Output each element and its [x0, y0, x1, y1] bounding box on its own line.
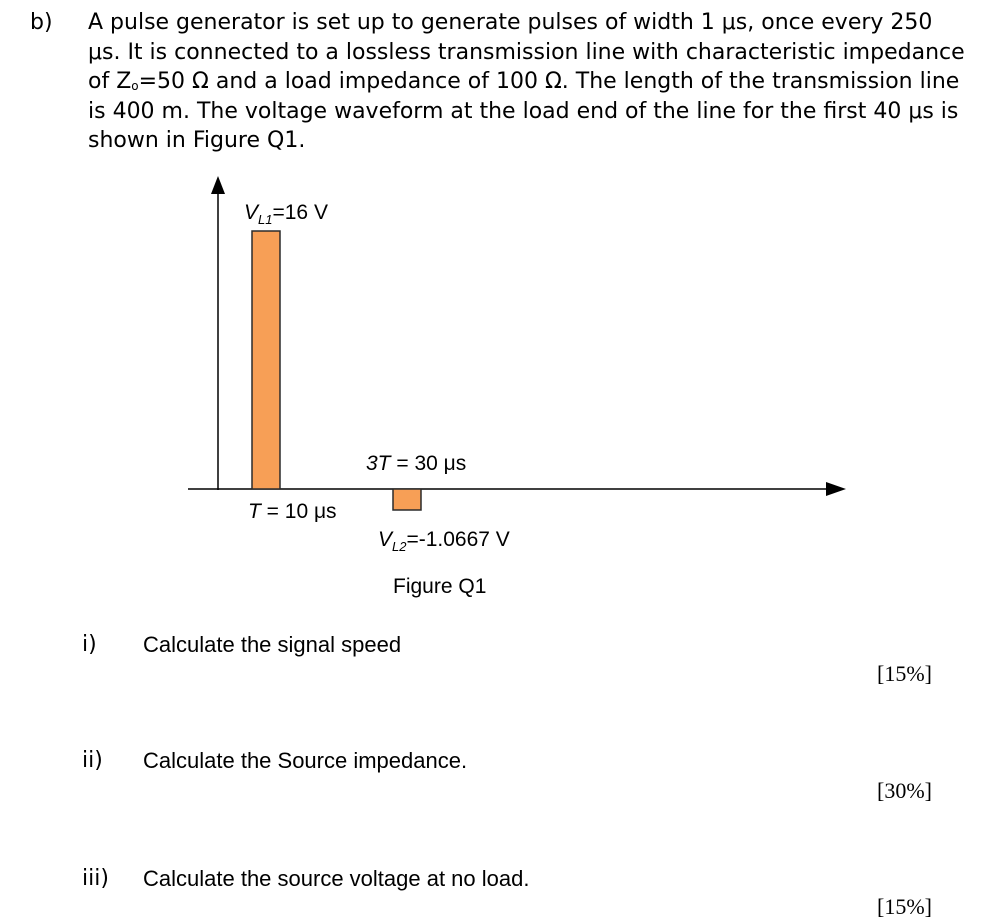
v-l1-rest: =16 V	[272, 201, 328, 224]
v-l2-main: V	[378, 528, 393, 551]
x-axis-arrow-icon	[826, 482, 846, 496]
question-2-number: ii)	[82, 748, 103, 773]
pulse-bar-1	[252, 231, 280, 489]
question-3-mark: [15%]	[877, 894, 932, 919]
pulse1-time-label	[248, 500, 337, 523]
question-2-text: Calculate the Source impedance.	[143, 748, 468, 773]
v-l2-sub: L2	[392, 539, 407, 554]
v-l1-main: V	[244, 201, 259, 224]
question-1-text: Calculate the signal speed	[143, 632, 402, 657]
v-l2-rest: =-1.0667 V	[406, 528, 510, 551]
question-3-text: Calculate the source voltage at no load.	[143, 866, 530, 891]
problem-text-2: =50 Ω and a load impedance of 100 Ω. The length of the transmission line is 400 m. The voltage waveform at the load end of the line for the first 40 μs is shown in Figure Q1.	[88, 69, 960, 153]
t-rest: = 10 μs	[260, 500, 337, 523]
question-1-number: i)	[82, 632, 97, 657]
v-l1-sub: L1	[258, 212, 273, 227]
y-axis-arrow-icon	[211, 176, 225, 194]
pulse2-voltage-label	[378, 528, 510, 554]
pulse2-time-label	[366, 452, 466, 475]
part-label: b)	[30, 10, 53, 35]
pulse-bar-2	[393, 489, 421, 510]
t-main: T	[248, 500, 261, 523]
pulse1-voltage-label	[244, 201, 328, 227]
3t-rest: = 30 μs	[390, 452, 467, 475]
question-2-mark: [30%]	[877, 778, 932, 803]
question-1-mark: [15%]	[877, 661, 932, 686]
3t-main: 3T	[366, 452, 391, 475]
problem-text-1: A pulse generator is set up to generate pulses of width 1 μs, once every 250 μs. It is connected to a lossless transmission line with characteristic impedance of Z	[88, 10, 965, 94]
question-3-number: iii)	[82, 866, 109, 891]
figure-caption: Figure Q1	[393, 575, 487, 598]
z-subscript: o	[131, 79, 139, 93]
